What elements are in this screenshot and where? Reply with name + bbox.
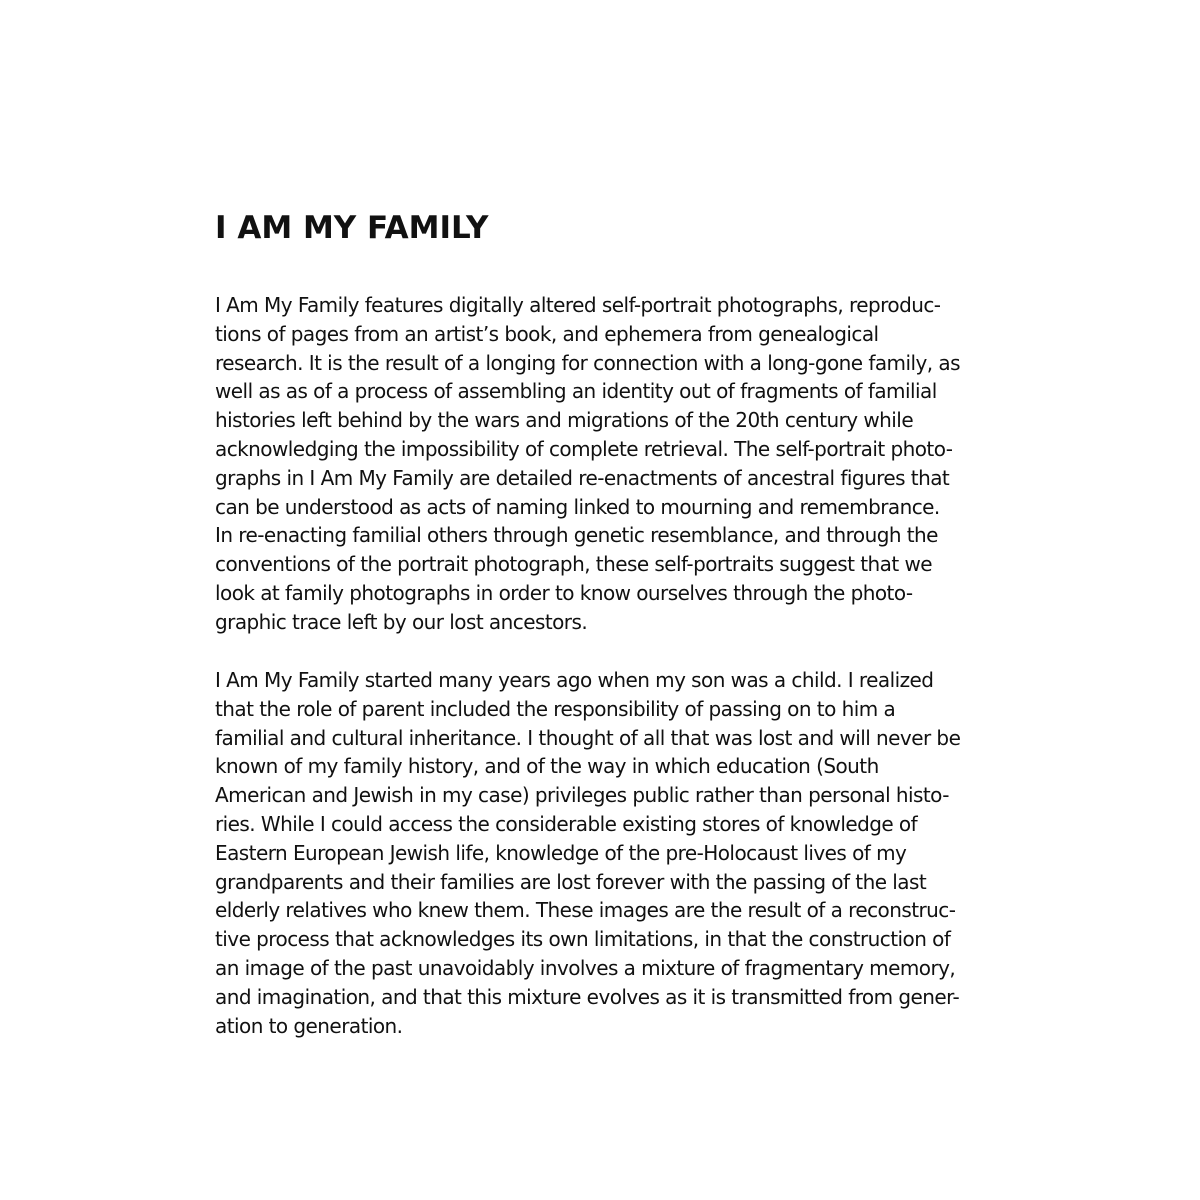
text-line: histories left behind by the wars and migrations of the 20th century while	[215, 408, 914, 433]
text-line: acknowledging the impossibility of complete retrieval. The self-portrait photo-	[215, 436, 953, 461]
paragraph-background	[215, 666, 995, 1040]
text-line: grandparents and their families are lost forever with the passing of the last	[215, 869, 927, 894]
text-line: and imagination, and that this mixture evolves as it is transmitted from gener-	[215, 984, 960, 1009]
text-line: elderly relatives who knew them. These images are the result of a reconstruc-	[215, 898, 956, 923]
text-line: ries. While I could access the considerable existing stores of knowledge of	[215, 811, 918, 836]
text-line: research. It is the result of a longing for connection with a long-gone family, as	[215, 350, 960, 375]
text-line: tive process that acknowledges its own limitations, in that the construction of	[215, 927, 951, 952]
text-line: Eastern European Jewish life, knowledge of the pre-Holocaust lives of my	[215, 840, 907, 865]
text-line: conventions of the portrait photograph, these self-portraits suggest that we	[215, 552, 933, 577]
text-line: that the role of parent included the responsibility of passing on to him a	[215, 696, 896, 721]
text-line: I Am My Family features digitally altered self-portrait photographs, reproduc-	[215, 293, 941, 317]
text-line: familial and cultural inheritance. I thought of all that was lost and will never be	[215, 725, 961, 750]
text-line: In re-enacting familial others through genetic resemblance, and through the	[215, 523, 938, 548]
text-line: ation to generation.	[215, 1013, 403, 1038]
text-line: American and Jewish in my case) privileges public rather than personal histo-	[215, 783, 949, 808]
text-line: well as as of a process of assembling an identity out of fragments of familial	[215, 379, 937, 404]
paragraph-intro	[215, 291, 995, 637]
text-line: an image of the past unavoidably involves a mixture of fragmentary memory,	[215, 955, 956, 980]
text-line: can be understood as acts of naming linked to mourning and remembrance.	[215, 494, 940, 519]
text-line: tions of pages from an artist’s book, and ephemera from genealogical	[215, 321, 879, 346]
text-line: look at family photographs in order to know ourselves through the photo-	[215, 580, 913, 605]
text-line: I Am My Family started many years ago when my son was a child. I realized	[215, 668, 934, 692]
text-line: known of my family history, and of the way in which education (South	[215, 754, 879, 779]
page-title: I AM MY FAMILY	[215, 210, 489, 246]
text-line: graphs in I Am My Family are detailed re-enactments of ancestral figures that	[215, 465, 950, 490]
text-line: graphic trace left by our lost ancestors.	[215, 609, 588, 634]
